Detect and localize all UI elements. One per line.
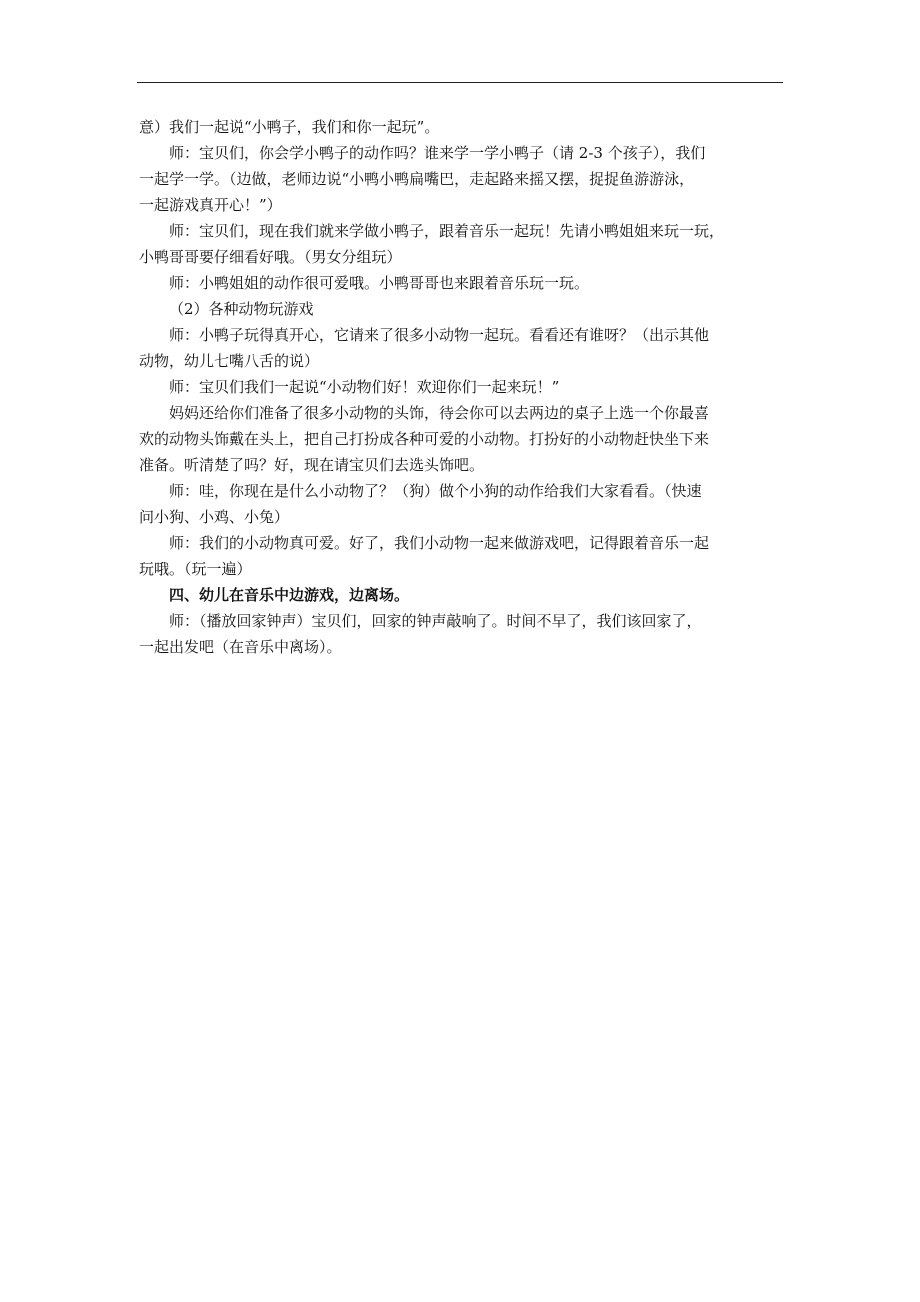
paragraph-7 xyxy=(139,374,785,400)
paragraph-3 xyxy=(139,218,785,270)
paragraph-9 xyxy=(139,478,785,530)
text-line: （2）各种动物玩游戏 xyxy=(169,300,314,318)
paragraph-6 xyxy=(139,322,785,374)
paragraph-8 xyxy=(139,400,785,478)
text-line: 玩哦。（玩一遍） xyxy=(139,560,252,578)
text-line: 四、幼儿在音乐中边游戏，边离场。 xyxy=(169,586,410,604)
section-heading-4 xyxy=(139,582,785,608)
text-line: 师：小鸭子玩得真开心，它请来了很多小动物一起玩。看看还有谁呀？（出示其他 xyxy=(169,326,710,344)
paragraph-4 xyxy=(139,270,785,296)
text-line: 师：宝贝们我们一起说“小动物们好！欢迎你们一起来玩！” xyxy=(169,378,560,396)
text-line: 欢的动物头饰戴在头上，把自己打扮成各种可爱的小动物。打扮好的小动物赶快坐下来 xyxy=(139,430,710,448)
paragraph-12 xyxy=(139,608,785,660)
text-line: 一起出发吧（在音乐中离场）。 xyxy=(139,638,342,656)
header-rule xyxy=(137,82,783,83)
text-line: 师：我们的小动物真可爱。好了，我们小动物一起来做游戏吧，记得跟着音乐一起 xyxy=(169,534,710,552)
paragraph-10 xyxy=(139,530,785,582)
text-line: 动物，幼儿七嘴八舌的说） xyxy=(139,352,320,370)
text-line: 问小狗、小鸡、小兔） xyxy=(139,508,290,526)
text-line: 师：宝贝们，你会学小鸭子的动作吗？谁来学一学小鸭子（请 2-3 个孩子），我们 xyxy=(169,144,706,162)
section-heading-2 xyxy=(139,296,785,322)
paragraph-1 xyxy=(139,114,785,140)
document-body xyxy=(139,114,785,660)
paragraph-2 xyxy=(139,140,785,218)
text-line: 妈妈还给你们准备了很多小动物的头饰，待会你可以去两边的桌子上选一个你最喜 xyxy=(169,404,710,422)
text-line: 小鸭哥哥要仔细看好哦。（男女分组玩） xyxy=(139,248,402,266)
text-line: 师：小鸭姐姐的动作很可爱哦。小鸭哥哥也来跟着音乐玩一玩。 xyxy=(169,274,590,292)
text-line: 师：哇，你现在是什么小动物了？（狗）做个小狗的动作给我们大家看看。（快速 xyxy=(169,482,702,500)
text-line: 准备。听清楚了吗？好，现在请宝贝们去选头饰吧。 xyxy=(139,456,485,474)
text-line: 师：（播放回家钟声）宝贝们，回家的钟声敲响了。时间不早了，我们该回家了， xyxy=(169,612,702,630)
text-line: 一起游戏真开心！”） xyxy=(139,196,282,214)
text-line: 师：宝贝们，现在我们就来学做小鸭子，跟着音乐一起玩！先请小鸭姐姐来玩一玩， xyxy=(169,222,725,240)
text-line: 意）我们一起说“小鸭子，我们和你一起玩”。 xyxy=(139,118,440,136)
text-line: 一起学一学。（边做，老师边说“小鸭小鸭扁嘴巴，走起路来摇又摆，捉捉鱼游游泳， xyxy=(139,170,695,188)
